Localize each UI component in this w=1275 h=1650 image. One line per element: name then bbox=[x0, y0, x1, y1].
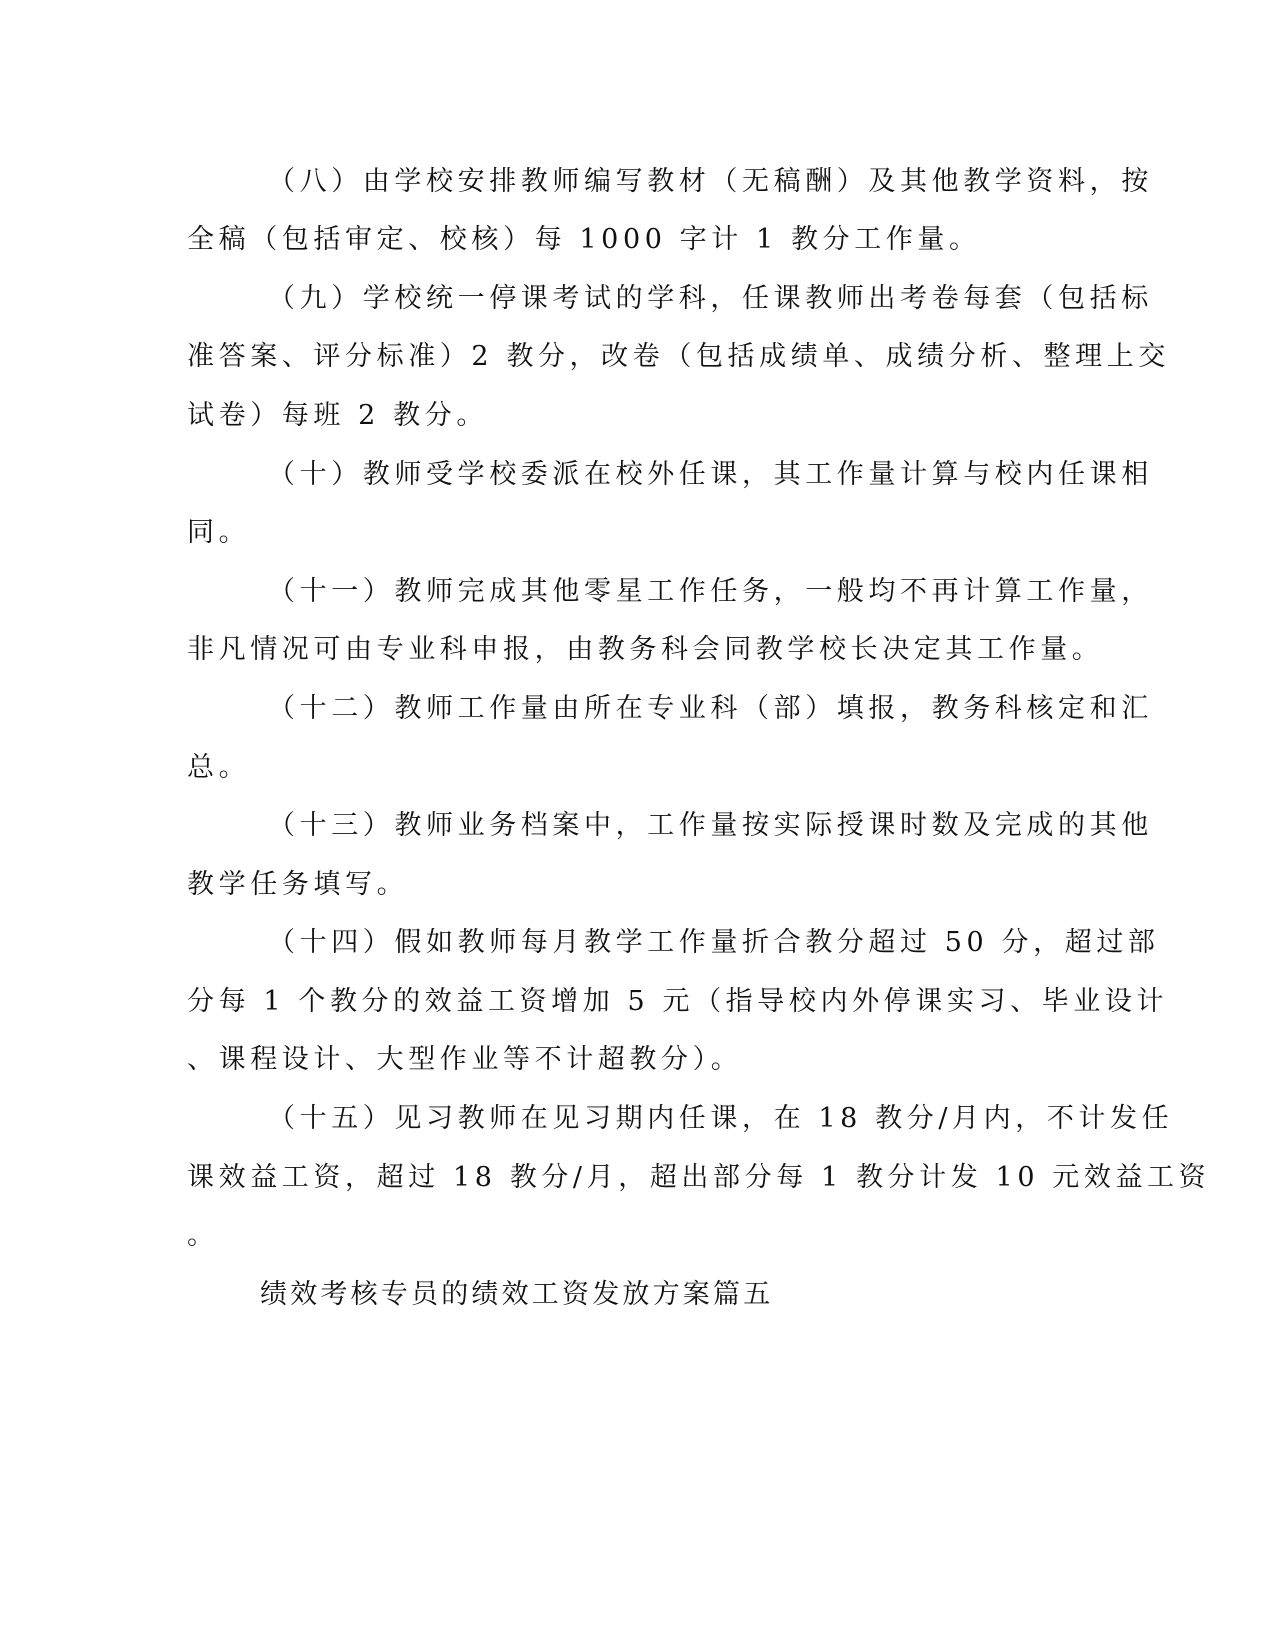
paragraph-line: 总。 bbox=[187, 752, 251, 783]
paragraph-line: （十一）教师完成其他零星工作任务，一般均不再计算工作量， bbox=[268, 576, 1153, 607]
paragraph-line: 全稿（包括审定、校核）每 1000 字计 1 教分工作量。 bbox=[187, 224, 981, 255]
paragraph-line: （九）学校统一停课考试的学科，任课教师出考卷每套（包括标 bbox=[268, 283, 1153, 314]
paragraph-line: 。 bbox=[187, 1220, 219, 1251]
section-heading: 绩效考核专员的绩效工资发放方案篇五 bbox=[260, 1279, 774, 1310]
paragraph-line: （八）由学校安排教师编写教材（无稿酬）及其他教学资料，按 bbox=[268, 166, 1153, 197]
paragraph-line: 课效益工资，超过 18 教分/月，超出部分每 1 教分计发 10 元效益工资 bbox=[187, 1162, 1211, 1193]
paragraph-line: （十五）见习教师在见习期内任课，在 18 教分/月内，不计发任 bbox=[268, 1103, 1174, 1134]
paragraph-line: （十二）教师工作量由所在专业科（部）填报，教务科核定和汇 bbox=[268, 693, 1153, 724]
paragraph-line: 分每 1 个教分的效益工资增加 5 元（指导校内外停课实习、毕业设计 bbox=[187, 986, 1169, 1017]
paragraph-line: 非凡情况可由专业科申报，由教务科会同教学校长决定其工作量。 bbox=[187, 634, 1104, 665]
paragraph-line: 教学任务填写。 bbox=[187, 869, 409, 900]
paragraph-line: （十三）教师业务档案中，工作量按实际授课时数及完成的其他 bbox=[268, 810, 1153, 841]
paragraph-line: 同。 bbox=[187, 517, 251, 548]
paragraph-line: 试卷）每班 2 教分。 bbox=[187, 400, 488, 431]
paragraph-line: （十）教师受学校委派在校外任课，其工作量计算与校内任课相 bbox=[268, 459, 1153, 490]
paragraph-line: 准答案、评分标准）2 教分，改卷（包括成绩单、成绩分析、整理上交 bbox=[187, 341, 1170, 372]
paragraph-line: 、课程设计、大型作业等不计超教分）。 bbox=[187, 1044, 743, 1075]
paragraph-line: （十四）假如教师每月教学工作量折合教分超过 50 分，超过部 bbox=[268, 927, 1160, 958]
